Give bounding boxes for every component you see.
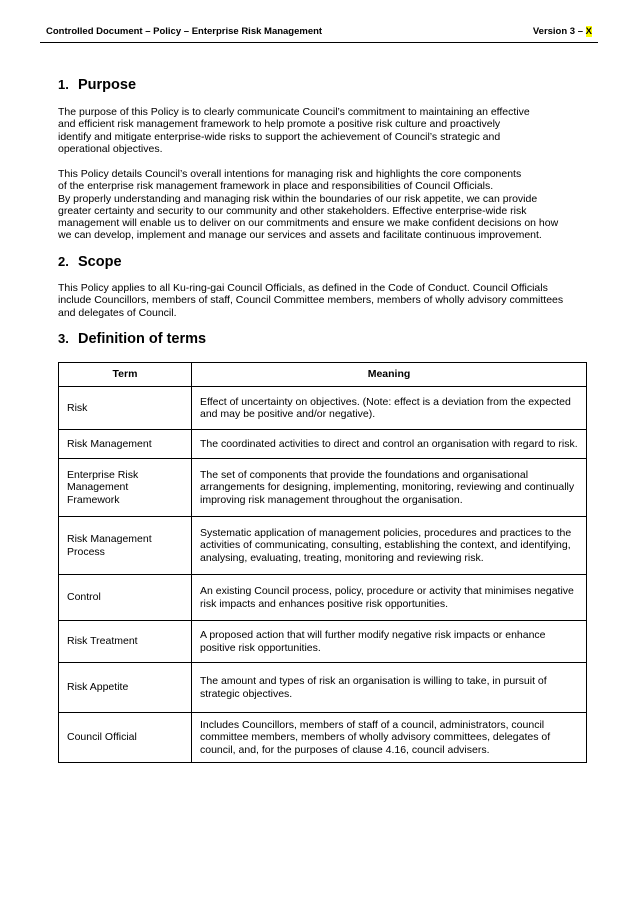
table-row (59, 713, 587, 763)
meaning-cell: A proposed action that will further modify negative risk impacts or enhance positive risk opportunities. (192, 621, 587, 663)
definitions-heading (58, 331, 588, 347)
table-header-row (59, 363, 587, 387)
version-text: Version 3 – (532, 26, 586, 37)
page-header (40, 22, 598, 43)
purpose-heading (58, 77, 588, 93)
purpose-paragraph-1 (58, 106, 588, 155)
definitions-title: Definition of terms (78, 331, 207, 347)
purpose-paragraph-2 (58, 168, 588, 242)
table-row (59, 459, 587, 517)
scope-number: 2. (58, 254, 69, 269)
meaning-cell: Includes Councillors, members of staff of a council, administrators, council committee members, members of wholly advisory committees, delegates of council, and, for the purposes of clause 4.16, council advisers. (192, 713, 587, 763)
purpose-para2: This Policy details Council’s overall intentions for managing risk and highlights the core components of the enterprise risk management framework in place and responsibilities of Council Officials. By properly understanding and managing risk within the boundaries of our risk appetite, we can provide greater certainty and security to our community and other stakeholders. Effective enterprise-wide risk management will enable us to deliver on our commitments and ensure we make confident decisions on how we can develop, implement and manage our services and assets and facilitate continuous improvement. (58, 168, 559, 242)
meaning-cell: Effect of uncertainty on objectives. (Note: effect is a deviation from the expected and may be positive and/or negative). (192, 387, 587, 430)
term-cell: Risk Treatment (59, 621, 192, 663)
meaning-column-header: Meaning (192, 363, 587, 387)
purpose-section (58, 77, 588, 93)
scope-title: Scope (78, 254, 122, 270)
table-row (59, 387, 587, 430)
table-row (59, 517, 587, 575)
scope-heading (58, 254, 588, 270)
scope-section (58, 254, 588, 270)
purpose-para1: The purpose of this Policy is to clearly communicate Council’s commitment to maintaining an effective and efficient risk management framework to help promote a positive risk culture and proactively identify and mitigate enterprise-wide risks to support the achievement of Council’s strategic and operational objectives. (58, 106, 530, 155)
term-cell: Risk Management Process (59, 517, 192, 575)
scope-para: This Policy applies to all Ku-ring-gai Council Officials, as defined in the Code of Conduct. Council Officials include Councillors, members of staff, Council Committee members, members of wholly advisory committees and delegates of Council. (58, 282, 564, 319)
term-cell: Risk Management (59, 430, 192, 459)
meaning-cell: The set of components that provide the foundations and organisational arrangements for designing, implementing, monitoring, reviewing and continually improving risk management throughout the organisation. (192, 459, 587, 517)
table-row (59, 575, 587, 621)
version-mark: X (585, 26, 592, 37)
table-row (59, 621, 587, 663)
definitions-number: 3. (58, 331, 69, 346)
definitions-table-body (59, 387, 587, 763)
purpose-number: 1. (58, 77, 69, 92)
term-cell: Risk (59, 387, 192, 430)
table-row (59, 663, 587, 713)
term-cell: Council Official (59, 713, 192, 763)
definitions-section (58, 331, 588, 347)
meaning-cell: The amount and types of risk an organisation is willing to take, in pursuit of strategic objectives. (192, 663, 587, 713)
meaning-cell: Systematic application of management policies, procedures and practices to the activities of communicating, consulting, establishing the context, and identifying, analysing, evaluating, treating, monitoring and reviewing risk. (192, 517, 587, 575)
document-title: Controlled Document – Policy – Enterprise Risk Management (46, 26, 323, 37)
table-row (59, 430, 587, 459)
meaning-cell: An existing Council process, policy, procedure or activity that minimises negative risk impacts and enhances positive risk opportunities. (192, 575, 587, 621)
version-label (533, 26, 592, 37)
term-cell: Risk Appetite (59, 663, 192, 713)
purpose-title: Purpose (78, 77, 137, 93)
term-column-header: Term (59, 363, 192, 387)
meaning-cell: The coordinated activities to direct and control an organisation with regard to risk. (192, 430, 587, 459)
definitions-table (58, 362, 587, 763)
term-cell: Enterprise Risk Management Framework (59, 459, 192, 517)
scope-paragraph (58, 282, 588, 319)
term-cell: Control (59, 575, 192, 621)
